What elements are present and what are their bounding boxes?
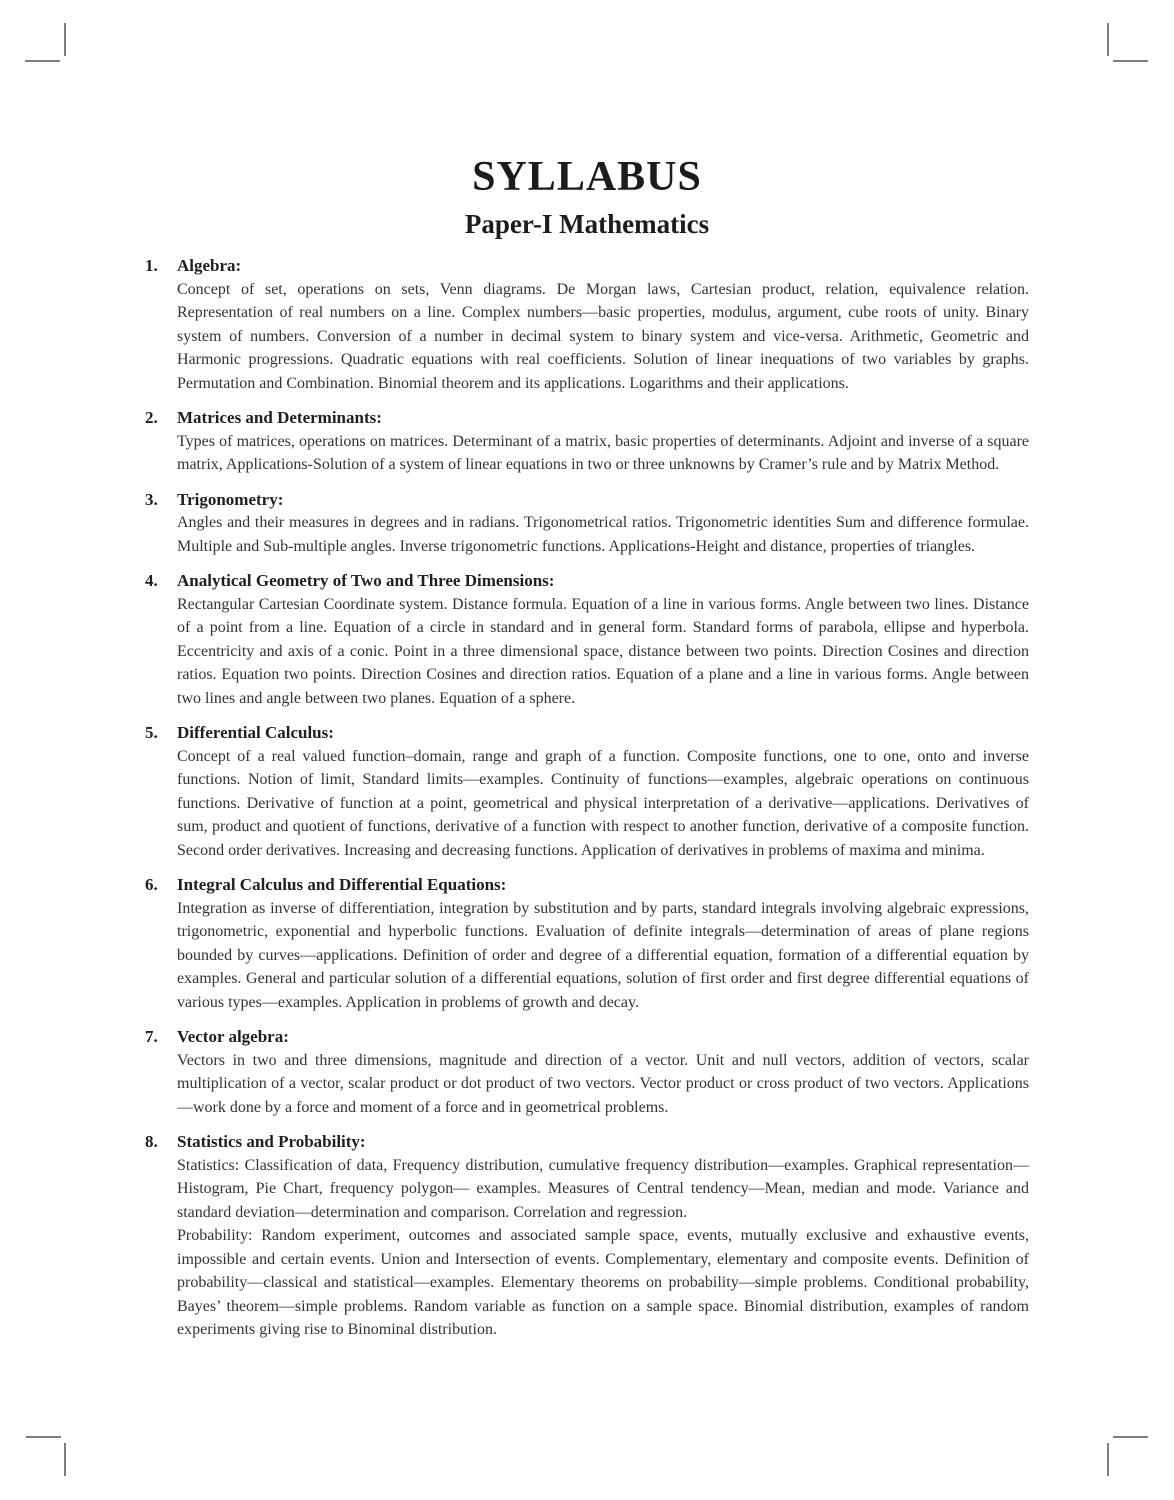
document-subtitle: Paper-I Mathematics xyxy=(464,209,710,239)
section-heading: Matrices and Determinants: xyxy=(177,408,382,427)
crop-mark-top-left-horizontal xyxy=(25,60,60,62)
section-heading: Algebra: xyxy=(177,256,242,275)
crop-mark-top-right-vertical xyxy=(1107,23,1109,56)
section-number: 2. xyxy=(145,408,158,427)
section-body xyxy=(177,569,1029,710)
section-heading: Vector algebra: xyxy=(177,1027,289,1046)
section-body xyxy=(177,406,1029,477)
section-paragraph: Types of matrices, operations on matrices. Determinant of a matrix, basic properties of determinants. Adjoint and inverse of a square matrix, Applications-Solution of a system of linear equations in two or three unknowns by Cramer’s rule and by Matrix Method. xyxy=(177,432,1029,473)
crop-mark-bottom-left-horizontal xyxy=(26,1436,61,1438)
section-number: 6. xyxy=(145,875,158,894)
section-paragraph: Probability: Random experiment, outcomes and associated sample space, events, mutually exclusive and exhaustive events, impossible and certain events. Union and Intersection of events. Complementary, elementary and composite events. Definition of probability—classical and statistical—examples. Elementary theorems on probability—simple problems. Conditional probability, Bayes’ theorem—simple problems. Random variable as function on a sample space. Binomial distribution, examples of random experiments giving rise to Binominal distribution. xyxy=(177,1227,1029,1338)
section-heading: Analytical Geometry of Two and Three Dimensions: xyxy=(177,571,555,590)
section-heading: Trigonometry: xyxy=(177,489,284,509)
syllabus-section xyxy=(145,721,1029,862)
section-number: 8. xyxy=(145,1132,158,1151)
section-paragraph: Concept of set, operations on sets, Venn diagrams. De Morgan laws, Cartesian product, relation, equivalence relation. Representation of real numbers on a line. Complex numbers—basic properties, modulus, argument, cube roots of unity. Binary system of numbers. Conversion of a number in decimal system to binary system and vice-versa. Arithmetic, Geometric and Harmonic progressions. Quadratic equations with real coefficients. Solution of linear inequations of two variables by graphs. Permutation and Combination. Binomial theorem and its applications. Logarithms and their applications. xyxy=(177,280,1029,392)
section-body xyxy=(177,873,1029,1014)
section-number: 1. xyxy=(145,256,158,275)
section-heading: Integral Calculus and Differential Equations: xyxy=(177,875,507,894)
crop-mark-bottom-left-vertical xyxy=(64,1443,66,1476)
section-heading: Differential Calculus: xyxy=(177,723,334,742)
section-number: 5. xyxy=(145,723,158,742)
syllabus-section xyxy=(145,873,1029,1014)
section-paragraph: Vectors in two and three dimensions, magnitude and direction of a vector. Unit and null vectors, addition of vectors, scalar multiplication of a vector, scalar product or dot product of two vectors. Vector product or cross product of two vectors. Applications—work done by a force and moment of a force and in geometrical problems. xyxy=(177,1051,1029,1116)
syllabus-section xyxy=(145,406,1029,477)
section-paragraph: Statistics: Classification of data, Frequency distribution, cumulative frequency distribution—examples. Graphical representation—Histogram, Pie Chart, frequency polygon— examples. Measures of Central tendency—Mean, median and mode. Variance and standard deviation—determination and comparison. Correlation and regression. xyxy=(177,1156,1029,1221)
syllabus-section xyxy=(145,1025,1029,1119)
section-paragraph: Integration as inverse of differentiation, integration by substitution and by parts, standard integrals involving algebraic expressions, trigonometric, exponential and hyperbolic functions. Evaluation of definite integrals—determination of areas of plane regions bounded by curves—applications. Definition of order and degree of a differential equation, formation of a differential equation by examples. General and particular solution of a differential equations, solution of first order and first degree differential equations of various types—examples. Application in problems of growth and decay. xyxy=(177,899,1029,1011)
crop-mark-top-left-vertical xyxy=(64,23,66,56)
section-body xyxy=(177,1025,1029,1119)
section-number: 3. xyxy=(145,489,158,509)
section-paragraph: Rectangular Cartesian Coordinate system. Distance formula. Equation of a line in various forms. Angle between two lines. Distance of a point from a line. Equation of a circle in standard and in general form. Standard forms of parabola, ellipse and hyperbola. Eccentricity and axis of a conic. Point in a three dimensional space, distance between two points. Direction Cosines and direction ratios. Equation two points. Direction Cosines and direction ratios. Equation of a plane and a line in various forms. Angle between two lines and angle between two planes. Equation of a sphere. xyxy=(177,595,1029,707)
syllabus-section xyxy=(145,488,1029,559)
crop-mark-top-right-horizontal xyxy=(1113,60,1148,62)
section-number: 7. xyxy=(145,1027,158,1046)
section-heading: Statistics and Probability: xyxy=(177,1132,366,1151)
syllabus-section-list xyxy=(145,254,1029,1342)
document-content xyxy=(145,0,1029,1353)
section-body xyxy=(177,1130,1029,1342)
section-body xyxy=(177,254,1029,395)
syllabus-section xyxy=(145,254,1029,395)
section-body xyxy=(177,721,1029,862)
section-paragraph: Concept of a real valued function–domain, range and graph of a function. Composite functions, one to one, onto and inverse functions. Notion of limit, Standard limits—examples. Continuity of functions—examples, algebraic operations on continuous functions. Derivative of function at a point, geometrical and physical interpretation of a derivative—applications. Derivatives of sum, product and quotient of functions, derivative of a function with respect to another function, derivative of a composite function. Second order derivatives. Increasing and decreasing functions. Application of derivatives in problems of maxima and minima. xyxy=(177,747,1029,859)
section-paragraph: Angles and their measures in degrees and in radians. Trigonometrical ratios. Trigonometric identities Sum and difference formulae. Multiple and Sub-multiple angles. Inverse trigonometric functions. Applications-Height and distance, properties of triangles. xyxy=(177,514,1029,555)
crop-mark-bottom-right-vertical xyxy=(1107,1443,1109,1476)
section-body xyxy=(177,488,1029,559)
syllabus-section xyxy=(145,1130,1029,1342)
syllabus-section xyxy=(145,569,1029,710)
section-number: 4. xyxy=(145,571,158,590)
document-title: SYLLABUS xyxy=(472,154,702,200)
crop-mark-bottom-right-horizontal xyxy=(1113,1436,1148,1438)
